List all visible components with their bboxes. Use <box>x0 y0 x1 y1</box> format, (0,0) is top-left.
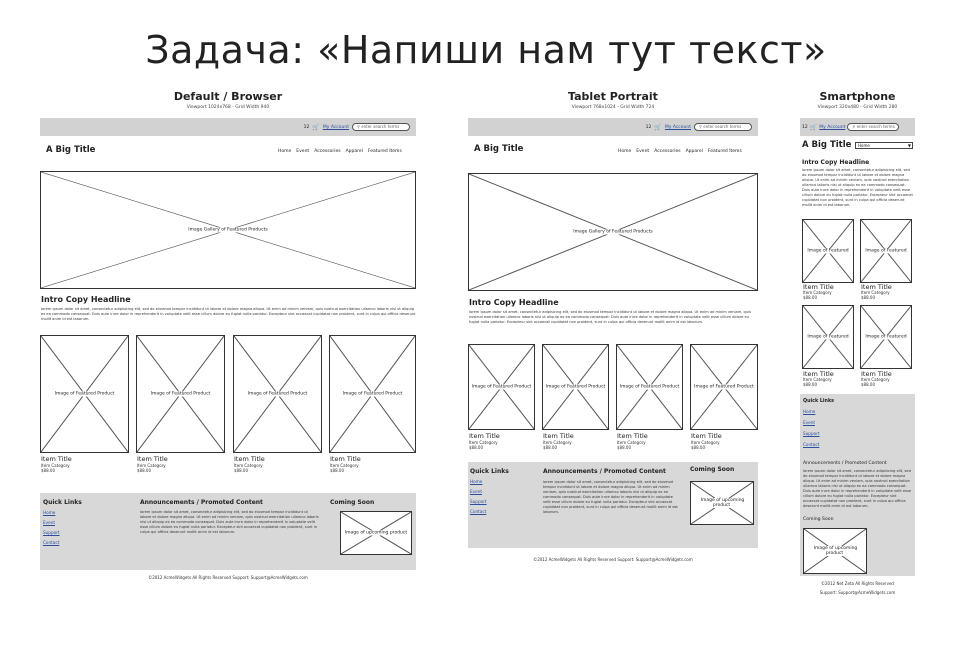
coming-soon-heading: Coming Soon <box>690 466 735 473</box>
desktop-intro-copy: lorem ipsum dolor sit amet, consectetur adipisicing elit, sed do eiusmod tempor incididunt ut labore et dolore magna aliqua. Ut enim ad minim veniam, quis nostrud exercitation ullamco laboris nisi ut aliquip ex ea commodo consequat. Duis aute irure dolor in reprehenderit in voluptate velit esse cillum dolore eu fugiat nulla pariatur. Excepteur sint occaecat cupidatat non proident, sunt in culpa qui officia deserunt mollit anim id est laborum. <box>41 307 416 321</box>
item-category: Item Category <box>330 463 359 468</box>
item-title[interactable]: Item Title <box>617 432 648 440</box>
phone-nav-select[interactable]: Home ▼ <box>855 142 913 149</box>
upcoming-product-placeholder[interactable]: Image of upcoming product <box>340 511 412 555</box>
product-card-info <box>330 455 361 473</box>
product-image-placeholder[interactable]: Image of Featured Product <box>40 335 129 453</box>
cart-count: 12 <box>303 124 310 130</box>
footer-link-event[interactable]: Event <box>470 489 482 494</box>
tablet-copyright: ©2012 AcmeWidgets All Rights Reserved Support: Support@AcmeWidgets.com <box>533 557 693 562</box>
footer-link-support[interactable]: Support <box>43 530 60 535</box>
tablet-top-bar <box>468 118 758 136</box>
desktop-frame-title: Default / Browser <box>173 90 283 103</box>
phone-top-bar <box>800 118 915 136</box>
cart-count: 12 <box>802 124 808 130</box>
slide-title: Задача: «Напиши нам тут текст» <box>145 28 827 72</box>
desktop-quick-links <box>43 499 82 545</box>
item-category: Item Category <box>617 440 646 445</box>
search-input[interactable]: ⚲ enter search terms <box>352 123 410 131</box>
item-title[interactable]: Item Title <box>137 455 168 463</box>
product-image-placeholder[interactable]: Image of Featured Product <box>329 335 416 453</box>
tablet-intro-copy: lorem ipsum dolor sit amet, consectetur adipisicing elit, sed do eiusmod tempor incididunt ut labore et dolore magna aliqua. Ut enim ad minim veniam, quis nostrud exercitation ullamco laboris nisi ut aliquip ex ea commodo consequat. Duis aute irure dolor in reprehenderit in voluptate velit esse cillum dolore eu fugiat nulla pariatur. Excepteur sint occaecat cupidatat non proident, sunt in culpa qui officia deserunt mollit anim id est laborum. <box>469 310 751 324</box>
nav-home[interactable]: Home <box>278 149 292 154</box>
product-card-info <box>691 432 722 450</box>
product-card-info <box>234 455 265 473</box>
product-image-placeholder[interactable]: Image of Featured Product <box>616 344 683 430</box>
announcements-copy: lorem ipsum dolor sit amet, consectetur adipisicing elit, sed do eiusmod tempor incididunt ut labore et dolore magna aliqua. Ut enim ad minim veniam, quis nostrud exercitation ullamco laboris nisi ut aliquip ex ea commodo consequat. Duis aute irure dolor in reprehenderit in voluptate velit esse cillum dolore eu fugiat nulla pariatur. Excepteur sint occaecat cupidatat non proident, sunt in culpa qui officia deserunt mollit anim id est laborum. <box>803 469 912 508</box>
my-account-link[interactable]: My Account <box>819 124 846 130</box>
footer-link-contact[interactable]: Contact <box>43 540 60 545</box>
item-price: $88.00 <box>691 445 705 450</box>
item-price: $88.00 <box>469 445 483 450</box>
product-card-info <box>543 432 574 450</box>
item-price: $88.00 <box>137 468 151 473</box>
footer-link-support[interactable]: Support <box>803 431 820 436</box>
tablet-gallery-placeholder[interactable]: Image Gallery of Featured Products <box>468 173 758 291</box>
product-image-placeholder[interactable]: Image of Featured <box>802 219 854 283</box>
item-category: Item Category <box>234 463 263 468</box>
item-price: $88.00 <box>617 445 631 450</box>
item-category: Item Category <box>691 440 720 445</box>
nav-event[interactable]: Event <box>636 149 650 154</box>
product-image-placeholder[interactable]: Image of Featured Product <box>136 335 225 453</box>
search-input[interactable]: ⚲ enter search terms <box>694 123 752 131</box>
item-category: Item Category <box>137 463 166 468</box>
desktop-top-bar <box>40 118 416 136</box>
product-image-placeholder[interactable]: Image of Featured Product <box>690 344 758 430</box>
item-category: Item Category <box>803 290 832 295</box>
item-category: Item Category <box>469 440 498 445</box>
item-category: Item Category <box>803 377 832 382</box>
tablet-intro-headline: Intro Copy Headline <box>469 298 559 307</box>
tablet-frame-title: Tablet Portrait <box>568 90 658 103</box>
item-title[interactable]: Item Title <box>469 432 500 440</box>
my-account-link[interactable]: My Account <box>322 124 349 130</box>
product-card-info <box>617 432 648 450</box>
desktop-main-nav <box>278 149 402 154</box>
upcoming-product-placeholder[interactable]: Image of upcoming product <box>803 528 867 574</box>
phone-intro-copy: lorem ipsum dolor sit amet, consectetur adipisicing elit, sed do eiusmod tempor incididunt ut labore et dolore magna aliqua. Ut enim ad minim veniam, quis nostrud exercitation ullamco laboris nisi ut aliquip ex ea commodo consequat. Duis aute irure dolor in reprehenderit in voluptate velit esse cillum dolore eu fugiat nulla pariatur. Excepteur sint occaecat cupidatat non proident, sunt in culpa qui officia deserunt mollit anim id est laborum. <box>802 168 913 207</box>
announcements-copy: lorem ipsum dolor sit amet, consectetur adipisicing elit, sed do eiusmod tempor incididunt ut labore et dolore magna aliqua. Ut enim ad minim veniam, quis nostrud exercitation ullamco laboris nisi ut aliquip ex ea commodo consequat. Duis aute irure dolor in reprehenderit in voluptate velit esse cillum dolore eu fugiat nulla pariatur. Excepteur sint occaecat cupidatat non proident, sunt in culpa qui officia deserunt mollit anim id est laborum. <box>140 510 319 534</box>
item-price: $88.00 <box>234 468 248 473</box>
phone-frame-title: Smartphone <box>819 90 896 103</box>
footer-link-home[interactable]: Home <box>43 510 56 515</box>
desktop-viewport-label: Viewport 1024x768 - Grid Width 940 <box>186 105 270 110</box>
phone-viewport-label: Viewport 320x480 - Grid Width 280 <box>817 105 898 110</box>
tablet-viewport-label: Viewport 768x1024 - Grid Width 724 <box>571 105 655 110</box>
nav-apparel[interactable]: Apparel <box>345 149 363 154</box>
nav-featured-items[interactable]: Featured Items <box>367 149 402 154</box>
product-image-placeholder[interactable]: Image of Featured Product <box>468 344 535 430</box>
item-title[interactable]: Item Title <box>234 455 265 463</box>
product-image-placeholder[interactable]: Image of Featured Product <box>233 335 322 453</box>
tablet-brand-title[interactable]: A Big Title <box>474 144 524 154</box>
quick-links-heading: Quick Links <box>43 499 82 506</box>
item-title[interactable]: Item Title <box>803 283 834 291</box>
gallery-label: Image Gallery of Featured Products <box>188 227 268 233</box>
item-title[interactable]: Item Title <box>861 283 892 291</box>
phone-brand-title[interactable]: A Big Title <box>802 140 852 150</box>
product-card-info <box>803 371 834 387</box>
phone-intro-headline: Intro Copy Headline <box>802 159 870 166</box>
shopping-cart-icon[interactable]: 🛒 <box>809 123 818 131</box>
nav-home[interactable]: Home <box>618 149 632 154</box>
announcements-heading: Announcements / Promoted Content <box>803 461 887 466</box>
product-image-placeholder[interactable]: Image of Featured <box>860 305 912 369</box>
item-title[interactable]: Item Title <box>691 432 722 440</box>
tablet-quick-links <box>470 468 509 514</box>
item-price: $88.00 <box>861 295 875 300</box>
footer-link-support[interactable]: Support <box>470 499 487 504</box>
shopping-cart-icon[interactable]: 🛒 <box>654 123 662 131</box>
coming-soon-heading: Coming Soon <box>803 517 834 522</box>
cart-count: 12 <box>645 124 652 130</box>
item-price: $88.00 <box>861 382 875 387</box>
announcements-heading: Announcements / Promoted Content <box>543 468 666 475</box>
desktop-brand-title[interactable]: A Big Title <box>46 145 96 155</box>
footer-link-home[interactable]: Home <box>803 409 816 414</box>
item-title[interactable]: Item Title <box>543 432 574 440</box>
nav-featured-items[interactable]: Featured Items <box>707 149 742 154</box>
phone-copyright: ©2012 Net Zeta All Rights Reserved <box>821 581 894 586</box>
tablet-main-nav <box>618 149 742 154</box>
item-price: $88.00 <box>543 445 557 450</box>
desktop-gallery-placeholder[interactable] <box>40 171 416 289</box>
item-category: Item Category <box>543 440 572 445</box>
announcements-heading: Announcements / Promoted Content <box>140 499 263 506</box>
product-image-placeholder[interactable]: Image of Featured Product <box>542 344 609 430</box>
product-card-info <box>469 432 500 450</box>
item-price: $88.00 <box>41 468 55 473</box>
product-card-info <box>137 455 168 473</box>
product-image-placeholder[interactable]: Image of Featured <box>860 219 912 283</box>
footer-link-home[interactable]: Home <box>470 479 483 484</box>
item-price: $88.00 <box>803 295 817 300</box>
footer-link-contact[interactable]: Contact <box>803 442 820 447</box>
desktop-copyright: ©2012 AcmeWidgets All Rights Reserved Support: Support@AcmeWidgets.com <box>148 575 308 580</box>
desktop-intro-headline: Intro Copy Headline <box>41 295 131 304</box>
footer-link-event[interactable]: Event <box>803 420 815 425</box>
product-card-info <box>41 455 72 473</box>
upcoming-product-placeholder[interactable]: Image of upcoming product <box>690 481 754 525</box>
footer-link-contact[interactable]: Contact <box>470 509 487 514</box>
nav-event[interactable]: Event <box>296 149 310 154</box>
item-title[interactable]: Item Title <box>330 455 361 463</box>
nav-accessories[interactable]: Accessories <box>314 149 341 154</box>
nav-accessories[interactable]: Accessories <box>654 149 681 154</box>
item-title[interactable]: Item Title <box>41 455 72 463</box>
quick-links-heading: Quick Links <box>470 468 509 475</box>
announcements-copy: lorem ipsum dolor sit amet, consectetur adipisicing elit, sed do eiusmod tempor incididunt ut labore et dolore magna aliqua. Ut enim ad minim veniam, quis nostrud exercitation ullamco laboris nisi ut aliquip ex ea commodo consequat. Duis aute irure dolor in reprehenderit in voluptate velit esse cillum dolore eu fugiat nulla pariatur. Excepteur sint occaecat cupidatat non proident, sunt in culpa qui officia deserunt mollit anim id est laborum. <box>543 480 678 514</box>
phone-support-line: Support: Support@AcmeWidgets.com <box>819 590 896 595</box>
search-input[interactable]: ⚲ enter search terms <box>847 123 899 131</box>
shopping-cart-icon[interactable]: 🛒 <box>312 123 320 131</box>
item-price: $88.00 <box>803 382 817 387</box>
coming-soon-heading: Coming Soon <box>330 499 375 506</box>
item-category: Item Category <box>861 290 890 295</box>
nav-apparel[interactable]: Apparel <box>685 149 703 154</box>
my-account-link[interactable]: My Account <box>664 124 691 130</box>
item-title[interactable]: Item Title <box>861 370 892 378</box>
product-image-placeholder[interactable]: Image of Featured <box>802 305 854 369</box>
footer-link-event[interactable]: Event <box>43 520 55 525</box>
item-title[interactable]: Item Title <box>803 370 834 378</box>
product-card-info <box>803 284 834 300</box>
product-card-info <box>861 371 892 387</box>
quick-links-heading: Quick Links <box>803 399 835 404</box>
product-card-info <box>861 284 892 300</box>
item-category: Item Category <box>861 377 890 382</box>
phone-quick-links <box>803 399 834 447</box>
item-category: Item Category <box>41 463 70 468</box>
item-price: $88.00 <box>330 468 344 473</box>
